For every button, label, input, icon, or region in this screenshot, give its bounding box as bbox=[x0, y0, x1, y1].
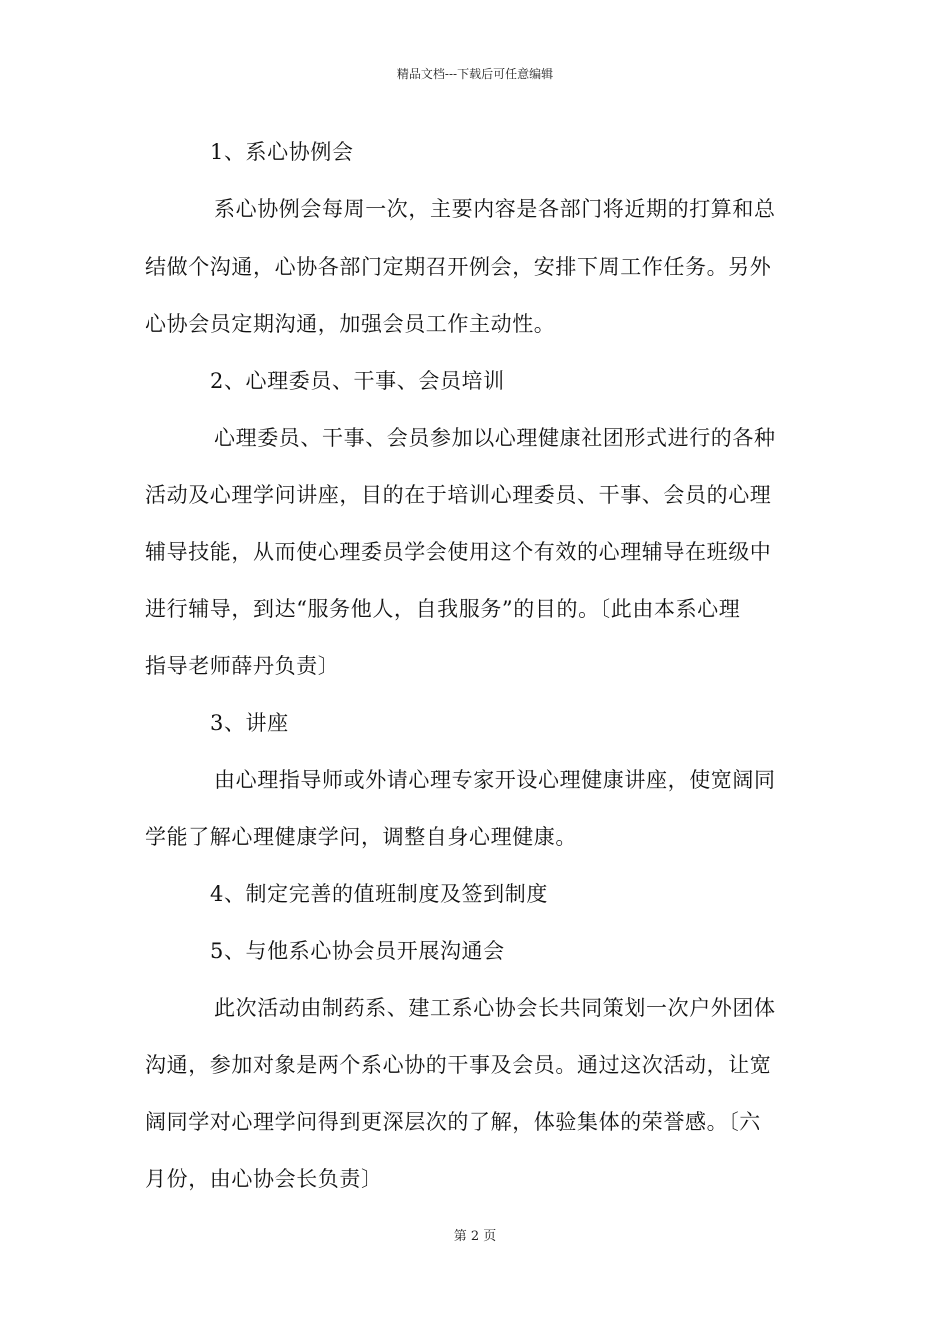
paragraph-line: 结做个沟通，心协各部门定期召开例会，安排下周工作任务。另外 bbox=[145, 255, 772, 279]
paragraph-line: 阔同学对心理学问得到更深层次的了解，体验集体的荣誉感。〔六 bbox=[145, 1110, 761, 1134]
heading-2: 2、心理委员、干事、会员培训 bbox=[210, 369, 505, 393]
paragraph-line: 进行辅导，到达“服务他人，自我服务”的目的。〔此由本系心理 bbox=[145, 597, 741, 621]
heading-1: 1、系心协例会 bbox=[210, 140, 354, 164]
paragraph-line: 此次活动由制药系、建工系心协会长共同策划一次户外团体 bbox=[214, 996, 776, 1020]
heading-3: 3、讲座 bbox=[210, 711, 289, 735]
page-number: 第 2 页 bbox=[453, 1229, 497, 1244]
paragraph-line: 指导老师薛丹负责〕 bbox=[145, 654, 340, 678]
heading-4: 4、制定完善的值班制度及签到制度 bbox=[210, 882, 548, 906]
paragraph-line: 沟通，参加对象是两个系心协的干事及会员。通过这次活动，让宽 bbox=[145, 1053, 772, 1077]
page-header: 精品文档---下载后可任意编辑 bbox=[396, 67, 554, 81]
paragraph-line: 学能了解心理健康学问，调整自身心理健康。 bbox=[145, 825, 577, 849]
paragraph-line: 系心协例会每周一次，主要内容是各部门将近期的打算和总 bbox=[214, 197, 776, 221]
paragraph-line: 辅导技能，从而使心理委员学会使用这个有效的心理辅导在班级中 bbox=[145, 540, 772, 564]
paragraph-line: 心理委员、干事、会员参加以心理健康社团形式进行的各种 bbox=[214, 426, 776, 450]
paragraph-line: 心协会员定期沟通，加强会员工作主动性。 bbox=[145, 312, 556, 336]
heading-5: 5、与他系心协会员开展沟通会 bbox=[210, 939, 505, 963]
paragraph-line: 月份，由心协会长负责〕 bbox=[145, 1167, 383, 1191]
paragraph-line: 由心理指导师或外请心理专家开设心理健康讲座，使宽阔同 bbox=[214, 768, 776, 792]
paragraph-line: 活动及心理学问讲座，目的在于培训心理委员、干事、会员的心理 bbox=[145, 483, 772, 507]
